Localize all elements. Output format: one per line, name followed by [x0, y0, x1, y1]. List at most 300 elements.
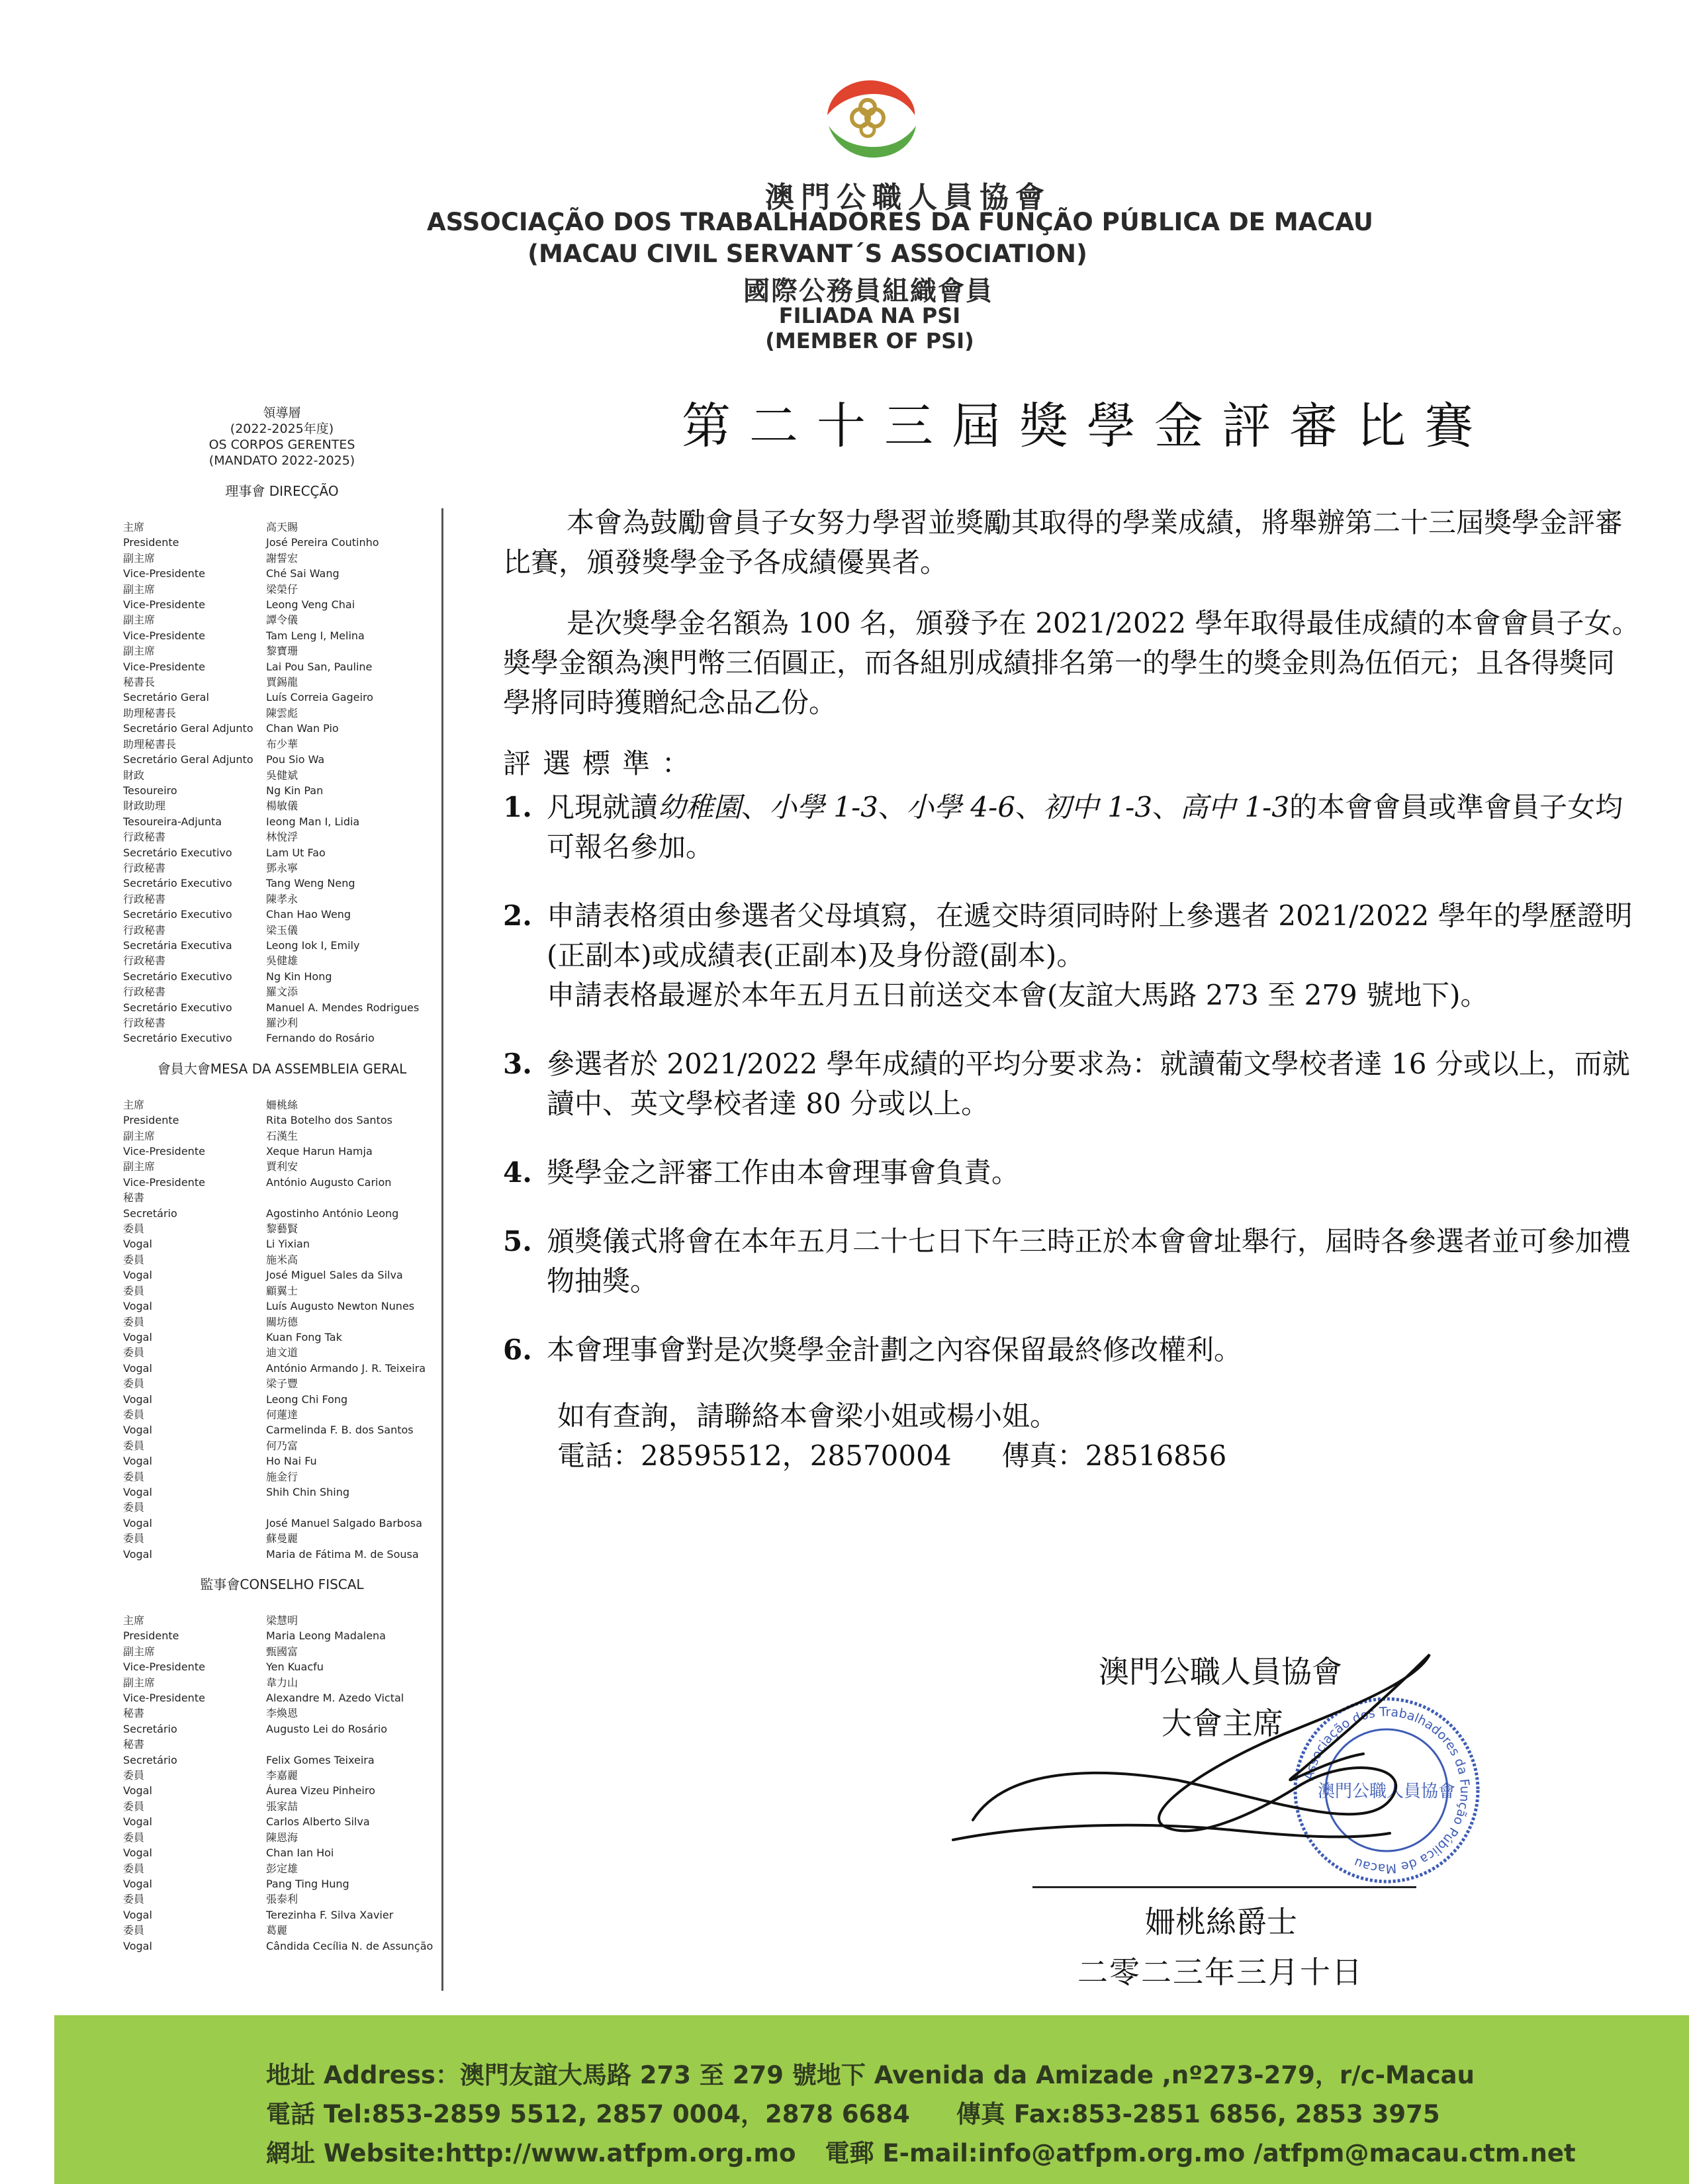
member-role: 財政 [123, 768, 145, 782]
member-role: Vogal [123, 1846, 152, 1860]
sidebar-member-row [123, 1706, 441, 1721]
sidebar-member-row [123, 814, 441, 829]
sidebar-member-row [123, 1190, 441, 1205]
sidebar-member-row [123, 1345, 441, 1360]
sidebar-member-row [123, 659, 441, 674]
member-role: Vice-Presidente [123, 598, 205, 612]
member-role: Vogal [123, 1784, 152, 1797]
sidebar-member-row [123, 1392, 441, 1407]
grade-junior-1-3: 初中 1-3 [1043, 791, 1153, 823]
member-name: Tam Leng I, Melina [266, 629, 365, 642]
sidebar-member-row [123, 984, 441, 999]
member-role: 委員 [123, 1532, 145, 1545]
sidebar-member-row [123, 1407, 441, 1422]
criteria-item-4 [503, 1153, 1641, 1193]
footer-address: 地址 Address：澳門友誼大馬路 273 至 279 號地下 Avenida da Amizade ,nº273-279，r/c-Macau [266, 2061, 1475, 2089]
item-text: 頒獎儀式將會在本年五月二十七日下午三時正於本會會址舉行，屆時各參選者並可參加禮物抽獎。 [547, 1225, 1631, 1297]
member-name: 韋力山 [266, 1676, 298, 1689]
sidebar-member-row [123, 1799, 441, 1814]
sidebar-member-row [123, 1783, 441, 1798]
grade-senior-1-3: 高中 1-3 [1180, 791, 1290, 823]
seal-ring-text: Associação dos Trabalhadores da Função Pública de Macau [1301, 1704, 1473, 1876]
sidebar-member-row [123, 953, 441, 968]
member-role: 委員 [123, 1253, 145, 1266]
member-role: Secretário Executivo [123, 1032, 232, 1045]
member-role: 行政秘書 [123, 831, 166, 844]
sidebar-member-row [123, 1236, 441, 1251]
member-name: 李嘉麗 [266, 1769, 298, 1782]
item-number: 5. [503, 1225, 532, 1257]
member-role: 行政秘書 [123, 892, 166, 905]
member-role: Secretário [123, 1753, 177, 1766]
member-name: Li Yixian [266, 1238, 310, 1251]
member-role: 委員 [123, 1284, 145, 1297]
sidebar-member-row [123, 1752, 441, 1768]
member-name: Ieong Man I, Lidia [266, 815, 360, 828]
member-name: Shih Chin Shing [266, 1485, 349, 1498]
sidebar-member-row [123, 1814, 441, 1829]
association-name-zh: 澳門公職人員協會 [765, 181, 1051, 214]
member-role: 委員 [123, 1439, 145, 1452]
sidebar-member-row [123, 1628, 441, 1643]
member-name: José Miguel Sales da Silva [266, 1269, 403, 1282]
criteria-item-5 [503, 1222, 1641, 1301]
sidebar-term-zh: (2022-2025年度) [230, 422, 334, 436]
member-role: 行政秘書 [123, 954, 166, 968]
member-name: 葛麗 [266, 1924, 288, 1937]
member-name: Maria de Fátima M. de Sousa [266, 1547, 419, 1561]
member-role: Presidente [123, 1629, 179, 1643]
signature-line [1032, 1886, 1416, 1888]
member-role: 行政秘書 [123, 861, 166, 874]
sidebar-heading: 領導層 [263, 406, 301, 420]
member-name: Ché Sai Wang [266, 567, 340, 580]
sidebar-member-row [123, 674, 441, 690]
member-role: 行政秘書 [123, 985, 166, 999]
member-name: 楊敏儀 [266, 799, 298, 813]
member-name: Agostinho António Leong [266, 1206, 399, 1220]
psi-member-en: (MEMBER OF PSI) [765, 328, 974, 353]
item-text: 獎學金之評審工作由本會理事會負責。 [547, 1156, 1020, 1189]
member-role: 副主席 [123, 582, 156, 596]
member-name: 鄧永寧 [266, 861, 298, 874]
member-role: Vice-Presidente [123, 1661, 205, 1674]
member-role: 副主席 [123, 551, 156, 565]
sidebar-member-row [123, 551, 441, 566]
member-role: Vice-Presidente [123, 567, 205, 580]
member-name: 賈錫龍 [266, 676, 298, 689]
sidebar-member-row [123, 1830, 441, 1845]
member-name: 彭定雄 [266, 1862, 298, 1875]
member-name: 梁慧明 [266, 1614, 298, 1627]
member-name: Felix Gomes Teixeira [266, 1753, 375, 1766]
member-role: Vogal [123, 1424, 152, 1437]
notice-body [503, 503, 1641, 1476]
member-role: Vice-Presidente [123, 660, 205, 673]
sidebar-member-row [123, 582, 441, 597]
item-text: 凡現就讀幼稚園、小學 1-3、小學 4-6、初中 1-3、高中 1-3的本會會員或準會員子女均可報名參加。 [547, 791, 1623, 863]
member-name: Chan Wan Pio [266, 722, 339, 735]
sidebar-member-row [123, 1659, 441, 1674]
member-name: Ng Kin Pan [266, 784, 324, 797]
member-name: 梁子豐 [266, 1377, 298, 1390]
member-role: 財政助理 [123, 799, 166, 813]
sidebar-member-row [123, 1768, 441, 1783]
sidebar-member-row [123, 768, 441, 783]
sidebar-section-title: 監事會CONSELHO FISCAL [200, 1576, 364, 1592]
member-role: Vogal [123, 1269, 152, 1282]
footer-bar [54, 2015, 1689, 2184]
member-name: 黎寶珊 [266, 645, 298, 658]
footer-web-line [266, 2133, 1576, 2169]
sidebar-member-row [123, 829, 441, 844]
member-role: 委員 [123, 1315, 145, 1328]
sidebar-member-row [123, 1737, 441, 1752]
member-name: Chan Ian Hoi [266, 1846, 334, 1860]
sidebar-member-row [123, 705, 441, 721]
member-name: 高天賜 [266, 521, 298, 533]
sidebar-member-row [123, 1422, 441, 1437]
member-name: Augusto Lei do Rosário [266, 1722, 388, 1735]
sidebar-member-row [123, 737, 441, 752]
sidebar-member-row [123, 1500, 441, 1515]
sidebar-member-row [123, 860, 441, 876]
member-role: Tesoureiro [123, 784, 177, 797]
member-role: 副主席 [123, 645, 156, 658]
member-name: 吳健斌 [266, 768, 298, 782]
intro-paragraph: 本會為鼓勵會員子女努力學習並獎勵其取得的學業成績，將舉辦第二十三屆獎學金評審比賽，頒發獎學金予各成績優異者。 [503, 506, 1623, 578]
member-role: Secretário Geral [123, 691, 209, 704]
sidebar-member-row [123, 643, 441, 659]
sidebar-member-row [123, 597, 441, 612]
sidebar-member-row [123, 1469, 441, 1484]
association-name-en: (MACAU CIVIL SERVANT´S ASSOCIATION) [527, 240, 1087, 268]
sidebar-member-row [123, 1206, 441, 1221]
member-role: 行政秘書 [123, 1017, 166, 1029]
member-role: 副主席 [123, 1676, 156, 1689]
sidebar-member-row [123, 1000, 441, 1015]
member-role: 秘書長 [123, 676, 156, 689]
member-role: 委員 [123, 1862, 145, 1875]
member-name: 陳恩海 [266, 1831, 298, 1844]
member-name: Xeque Harun Hamja [266, 1145, 373, 1158]
member-name: Áurea Vizeu Pinheiro [266, 1784, 375, 1797]
item2-documents: 申請表格須由參選者父母填寫，在遞交時須同時附上參選者 2021/2022 學年的學歷證明(正副本)或成績表(正副本)及身份證(副本)。 [547, 899, 1633, 972]
sidebar-member-row [123, 1613, 441, 1628]
sidebar-member-row [123, 628, 441, 643]
member-role: Vogal [123, 1238, 152, 1251]
sidebar-member-row [123, 1252, 441, 1267]
item-number: 3. [503, 1048, 532, 1080]
column-divider [441, 508, 443, 1991]
contact-tel: 電話：28595512，28570004 [557, 1439, 952, 1472]
member-name: Leong Iok I, Emily [266, 938, 360, 952]
sidebar-member-row [123, 969, 441, 984]
sidebar-member-row [123, 876, 441, 891]
psi-member-pt: FILIADA NA PSI [778, 303, 961, 328]
sidebar-member-row [123, 535, 441, 550]
item-number: 6. [503, 1334, 532, 1366]
member-name: 羅文添 [266, 985, 298, 999]
footer-tel: 電話 Tel:853-2859 5512, 2857 0004，2878 6684 [266, 2100, 910, 2128]
item-text [547, 896, 1641, 1015]
member-role: Secretário Executivo [123, 908, 232, 921]
member-role: Vogal [123, 1361, 152, 1375]
member-name: Cândida Cecília N. de Assunção [266, 1939, 434, 1952]
member-role: 委員 [123, 1769, 145, 1782]
sidebar-member-row [123, 1453, 441, 1469]
contact-line [557, 1436, 1641, 1476]
member-role: Secretário Executivo [123, 846, 232, 859]
member-role: Vice-Presidente [123, 1692, 205, 1705]
member-name: Manuel A. Mendes Rodrigues [266, 1001, 420, 1014]
sidebar-member-row [123, 798, 441, 813]
quota-paragraph: 是次獎學金名額為 100 名，頒發予在 2021/2022 學年取得最佳成績的本會會員子女。獎學金額為澳門幣三佰圓正，而各組別成績排名第一的學生的獎金則為伍佰元；且各得獎同學將同時獲贈紀念品乙份。 [503, 607, 1640, 719]
sidebar-member-row [123, 1845, 441, 1860]
member-name: 張家喆 [266, 1799, 298, 1813]
member-role: Secretário Executivo [123, 877, 232, 890]
item1-pre: 凡現就讀 [547, 791, 659, 823]
psi-member-zh: 國際公務員組織會員 [743, 276, 993, 306]
member-role: Presidente [123, 536, 179, 549]
member-name: 布少華 [266, 737, 298, 751]
member-role: 委員 [123, 1799, 145, 1813]
member-role: 委員 [123, 1346, 145, 1359]
member-role: Vice-Presidente [123, 1175, 205, 1189]
sidebar-member-row [123, 1267, 441, 1283]
item-text: 參選者於 2021/2022 學年成績的平均分要求為：就讀葡文學校者達 16 分或以上，而就讀中、英文學校者達 80 分或以上。 [547, 1048, 1630, 1120]
sidebar-member-row [123, 566, 441, 581]
sidebar-member-row [123, 1484, 441, 1500]
grade-primary-4-6: 小學 4-6 [906, 791, 1016, 823]
member-name: Luís Correia Gageiro [266, 691, 373, 704]
member-role: Vice-Presidente [123, 1145, 205, 1158]
member-name: 迪文道 [266, 1346, 298, 1359]
sidebar-member-row [123, 1175, 441, 1190]
member-role: Secretário Executivo [123, 1001, 232, 1014]
sidebar-member-row [123, 1144, 441, 1159]
sidebar-member-row [123, 1938, 441, 1954]
member-role: 主席 [123, 521, 145, 533]
member-name: 何乃富 [266, 1439, 298, 1452]
sidebar-member-row [123, 891, 441, 907]
member-role: 秘書 [123, 1707, 145, 1720]
sidebar-member-row [123, 1097, 441, 1113]
member-role: Vogal [123, 1908, 152, 1921]
member-role: 委員 [123, 1222, 145, 1236]
sidebar-member-row [123, 1438, 441, 1453]
sidebar-member-row [123, 1128, 441, 1144]
sidebar-member-row [123, 1644, 441, 1659]
sidebar-member-row [123, 1015, 441, 1030]
sidebar-member-row [123, 1876, 441, 1891]
member-role: 秘書 [123, 1191, 145, 1205]
member-name: 顧翼士 [266, 1284, 298, 1297]
document-title: 第二十三屆獎學金評審比賽 [682, 398, 1492, 455]
member-name: 陳孝永 [266, 892, 298, 905]
member-name: Rita Botelho dos Santos [266, 1114, 392, 1127]
member-name: 謝誓宏 [266, 551, 298, 565]
member-role: 委員 [123, 1501, 145, 1514]
member-name: Carmelinda F. B. dos Santos [266, 1424, 414, 1437]
member-role: 副主席 [123, 1645, 156, 1658]
member-role: Vogal [123, 1516, 152, 1529]
sidebar-member-row [123, 612, 441, 627]
sidebar-member-row [123, 845, 441, 860]
sidebar-member-row [123, 1531, 441, 1546]
member-role: 副主席 [123, 1129, 156, 1142]
criteria-item-1 [503, 788, 1641, 867]
sidebar-term-pt: (MANDATO 2022-2025) [208, 453, 355, 468]
item-number: 1. [503, 791, 532, 823]
member-role: 委員 [123, 1408, 145, 1421]
sidebar-member-row [123, 690, 441, 705]
sidebar-member-row [123, 520, 441, 535]
item1-post: 的本會會員或準會員子女均可報名參加。 [547, 791, 1623, 863]
member-role: Vogal [123, 1485, 152, 1498]
contact-fax: 傳真：28516856 [1001, 1439, 1227, 1472]
signature-org: 澳門公職人員協會 [1099, 1654, 1342, 1690]
sidebar-heading-pt: OS CORPOS GERENTES [208, 437, 355, 452]
member-role: Vice-Presidente [123, 629, 205, 642]
sidebar-section-title: 會員大會MESA DA ASSEMBLEIA GERAL [157, 1060, 407, 1077]
sidebar-member-row [123, 1907, 441, 1923]
member-name: 何蓮達 [266, 1408, 298, 1421]
association-name-pt: ASSOCIAÇÃO DOS TRABALHADORES DA FUNÇÃO PÚBLICA DE MACAU [427, 208, 1373, 236]
member-name: Alexandre M. Azedo Victal [266, 1692, 404, 1705]
member-name: 蘇曼麗 [266, 1532, 298, 1545]
member-role: Vogal [123, 1547, 152, 1561]
sidebar-member-row [123, 1861, 441, 1876]
grade-kindergarten: 幼稚園 [658, 791, 742, 823]
sidebar-member-row [123, 907, 441, 922]
member-name: Terezinha F. Silva Xavier [266, 1908, 394, 1921]
member-role: 行政秘書 [123, 923, 166, 936]
member-name: Chan Hao Weng [266, 908, 351, 921]
member-name: 姍桃絲 [266, 1098, 298, 1111]
sidebar-member-row [123, 1721, 441, 1737]
criteria-heading: 評選標準： [503, 747, 702, 780]
member-role: 委員 [123, 1831, 145, 1844]
sidebar-section-title: 理事會 DIRECÇÃO [225, 483, 339, 499]
member-name: Lam Ut Fao [266, 846, 326, 859]
member-name: Luís Augusto Newton Nunes [266, 1300, 415, 1313]
member-role: Secretário [123, 1722, 177, 1735]
member-name: 陳雲彪 [266, 706, 298, 719]
member-role: Secretário Geral Adjunto [123, 753, 253, 766]
member-role: 助理秘書長 [123, 737, 177, 751]
sidebar-member-row [123, 938, 441, 953]
member-role: 委員 [123, 1893, 145, 1906]
member-role: Secretário Geral Adjunto [123, 722, 253, 735]
member-name: Leong Chi Fong [266, 1392, 348, 1406]
grade-primary-1-3: 小學 1-3 [769, 791, 879, 823]
member-name: António Augusto Carion [266, 1175, 392, 1189]
item-number: 2. [503, 899, 532, 932]
signature-role: 大會主席 [1162, 1706, 1283, 1741]
member-name: Pou Sio Wa [266, 753, 325, 766]
member-role: Vogal [123, 1939, 152, 1952]
member-role: Secretário Executivo [123, 970, 232, 983]
member-name: 梁榮仔 [266, 582, 298, 596]
member-role: 副主席 [123, 614, 156, 627]
member-name: 石漢生 [266, 1129, 298, 1142]
member-name: António Armando J. R. Teixeira [266, 1361, 426, 1375]
member-role: Vogal [123, 1300, 152, 1313]
member-name: Fernando do Rosário [266, 1032, 375, 1045]
member-name: Yen Kuacfu [266, 1661, 324, 1674]
member-name: José Pereira Coutinho [266, 536, 379, 549]
member-role: 主席 [123, 1098, 145, 1111]
seal-inner-text: 澳門公職人員協會 [1317, 1782, 1456, 1801]
sidebar-member-row [123, 1376, 441, 1391]
member-name: Tang Weng Neng [266, 877, 355, 890]
member-name: Maria Leong Madalena [266, 1629, 386, 1643]
sidebar-member-row [123, 1159, 441, 1174]
member-name: Lai Pou San, Pauline [266, 660, 373, 673]
criteria-item-6 [503, 1330, 1641, 1370]
member-role: Vogal [123, 1392, 152, 1406]
member-name: Pang Ting Hung [266, 1877, 349, 1890]
member-name: 賈利安 [266, 1160, 298, 1173]
member-role: Vogal [123, 1455, 152, 1468]
member-role: 助理秘書長 [123, 706, 177, 719]
member-role: Tesoureira-Adjunta [123, 815, 222, 828]
footer-website: 網址 Website:http://www.atfpm.org.mo [266, 2139, 796, 2167]
sidebar-sections [123, 480, 441, 1954]
member-name: 梁玉儀 [266, 923, 298, 936]
item2-deadline: 申請表格最遲於本年五月五日前送交本會(友誼大馬路 273 至 279 號地下)。 [547, 979, 1488, 1011]
member-name: Kuan Fong Tak [266, 1330, 342, 1343]
member-role: 委員 [123, 1470, 145, 1483]
leadership-sidebar [123, 405, 441, 1954]
sidebar-member-row [123, 1113, 441, 1128]
member-role: 副主席 [123, 1160, 156, 1173]
member-name: 甄國富 [266, 1645, 298, 1658]
member-name: 張泰利 [266, 1893, 298, 1906]
association-logo [815, 74, 928, 164]
member-name: Ho Nai Fu [266, 1455, 317, 1468]
sidebar-member-row [123, 1030, 441, 1046]
sidebar-member-row [123, 1891, 441, 1907]
member-role: 秘書 [123, 1738, 145, 1751]
member-name: 施金行 [266, 1470, 298, 1483]
sidebar-member-row [123, 1361, 441, 1376]
member-name: 施米高 [266, 1253, 298, 1266]
member-role: Vogal [123, 1330, 152, 1343]
footer-fax: 傳真 Fax:853-2851 6856, 2853 3975 [956, 2100, 1440, 2128]
signatory-name: 姍桃絲爵士 [1145, 1904, 1297, 1940]
sidebar-member-row [123, 1314, 441, 1330]
enquiry-line: 如有查詢，請聯絡本會梁小姐或楊小姐。 [557, 1400, 1058, 1432]
member-role: 委員 [123, 1377, 145, 1390]
sidebar-member-row [123, 1221, 441, 1236]
member-role: Vogal [123, 1877, 152, 1890]
sidebar-member-row [123, 721, 441, 736]
member-name: Carlos Alberto Silva [266, 1815, 370, 1829]
sidebar-member-row [123, 1690, 441, 1706]
sidebar-member-row [123, 923, 441, 938]
member-name: 李煥恩 [266, 1707, 298, 1720]
sidebar-member-row [123, 783, 441, 798]
member-name: Leong Veng Chai [266, 598, 355, 612]
handwritten-signature [927, 1602, 1522, 1899]
sidebar-member-row [123, 1283, 441, 1298]
member-role: 委員 [123, 1924, 145, 1937]
member-name: Ng Kin Hong [266, 970, 332, 983]
member-name: 黎藝賢 [266, 1222, 298, 1236]
sidebar-member-row [123, 752, 441, 767]
